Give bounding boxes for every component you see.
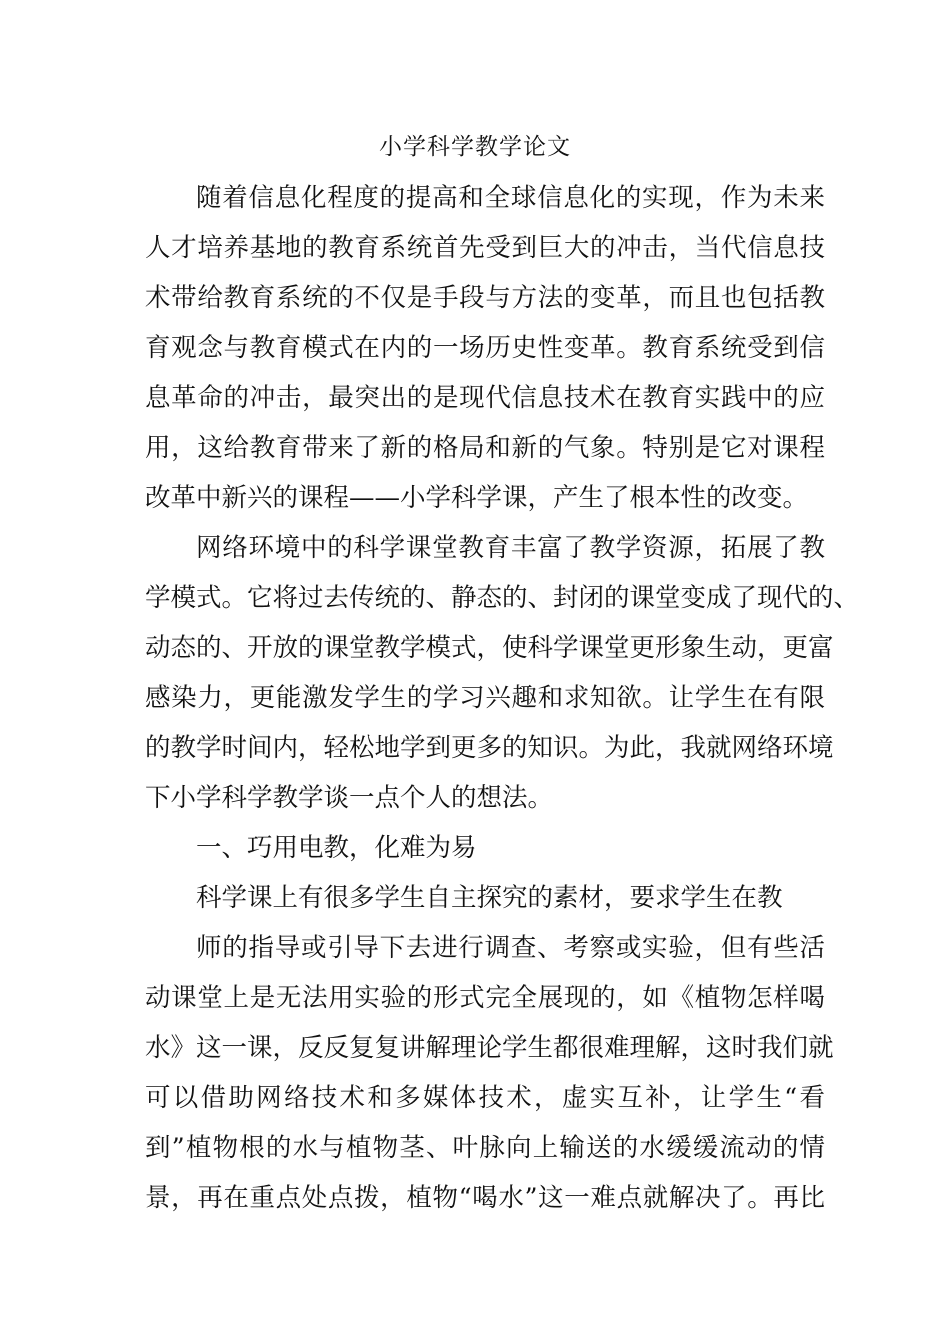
paragraph-line: 可以借助网络技术和多媒体技术，虚实互补，让学生“看 xyxy=(145,1083,825,1113)
paragraph-line: 景，再在重点处点拨，植物“喝水”这一难点就解决了。再比 xyxy=(145,1183,825,1213)
paragraph-line: 科学课上有很多学生自主探究的素材，要求学生在教 xyxy=(196,883,783,913)
paragraph-line: 网络环境中的科学课堂教育丰富了教学资源，拓展了教 xyxy=(196,533,825,563)
paragraph-line: 动课堂上是无法用实验的形式完全展现的，如《植物怎样喝 xyxy=(145,983,825,1013)
paragraph-line: 感染力，更能激发学生的学习兴趣和求知欲。让学生在有限 xyxy=(145,683,825,713)
paragraph-line: 术带给教育系统的不仅是手段与方法的变革，而且也包括教 xyxy=(145,283,825,313)
document-title: 小学科学教学论文 xyxy=(379,134,571,160)
paragraph-line: 用，这给教育带来了新的格局和新的气象。特别是它对课程 xyxy=(145,433,825,463)
section-heading: 一、巧用电教，化难为易 xyxy=(196,833,477,863)
paragraph-line: 人才培养基地的教育系统首先受到巨大的冲击，当代信息技 xyxy=(145,233,825,263)
paragraph-line: 改革中新兴的课程——小学科学课，产生了根本性的改变。 xyxy=(145,483,809,513)
paragraph-line: 的教学时间内，轻松地学到更多的知识。为此，我就网络环境 xyxy=(145,733,834,763)
paragraph-line: 到”植物根的水与植物茎、叶脉向上输送的水缓缓流动的情 xyxy=(145,1133,825,1163)
paragraph-line: 动态的、开放的课堂教学模式，使科学课堂更形象生动，更富 xyxy=(145,633,834,663)
paragraph-line: 水》这一课，反反复复讲解理论学生都很难理解，这时我们就 xyxy=(145,1033,834,1063)
paragraph-line: 随着信息化程度的提高和全球信息化的实现，作为未来 xyxy=(196,183,825,213)
paragraph-line: 育观念与教育模式在内的一场历史性变革。教育系统受到信 xyxy=(145,333,825,363)
paragraph-line: 下小学科学教学谈一点个人的想法。 xyxy=(145,783,554,813)
paragraph-line: 师的指导或引导下去进行调查、考察或实验，但有些活 xyxy=(196,933,825,963)
paragraph-line: 息革命的冲击，最突出的是现代信息技术在教育实践中的应 xyxy=(145,383,825,413)
paragraph-line: 学模式。它将过去传统的、静态的、封闭的课堂变成了现代的、 xyxy=(145,583,860,613)
